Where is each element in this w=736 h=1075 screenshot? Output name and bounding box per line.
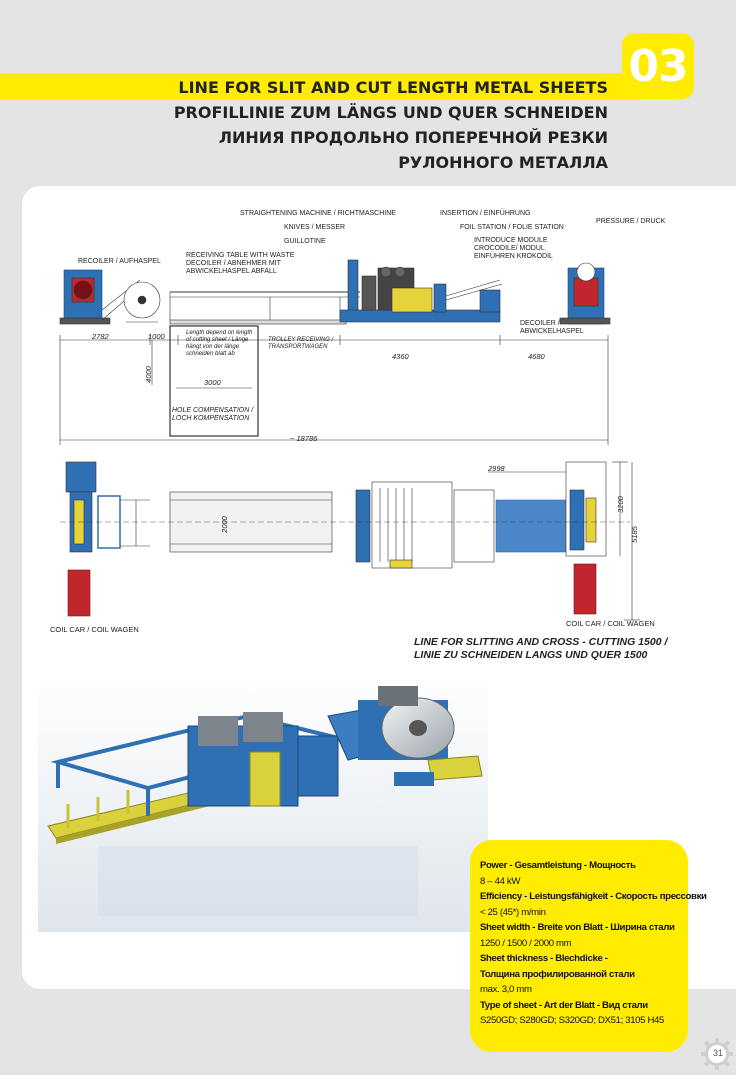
spec-power-value: 8 – 44 kW: [480, 875, 521, 887]
specifications-box: [470, 840, 707, 1052]
label-coil-car-right: COIL CAR / COIL WAGEN: [566, 619, 655, 628]
decoiler-machine-side: [560, 263, 610, 324]
spec-type-value: S250GD; S280GD; S320GD; DX51; 3105 H45: [480, 1015, 665, 1026]
label-receiving-1: RECEIVING TABLE WITH WASTE: [186, 252, 295, 259]
main-cutting-block-side: [340, 260, 502, 322]
dim-4000: 4000: [143, 366, 153, 383]
label-receiving-3: ABWICKELHASPEL ABFALL: [186, 268, 277, 275]
dim-3000: 3000: [204, 378, 221, 387]
label-introduce-3: EINFÜHREN KROKODIL: [474, 253, 553, 260]
label-length-2: of cutting sheet / Länge: [186, 337, 249, 343]
spec-width-label: Sheet width - Breite von Blatt - Ширина стали: [480, 922, 675, 933]
spec-power-label: Power - Gesamtleistung - Мощность: [480, 860, 636, 871]
technical-drawing: [40, 200, 690, 670]
section-number-badge: [622, 33, 694, 99]
title-english: LINE FOR SLIT AND CUT LENGTH METAL SHEETS: [178, 78, 608, 97]
page-number: 31: [712, 1048, 723, 1058]
label-trolley-2: TRANSPORTWAGEN: [268, 344, 328, 350]
dim-4360: 4360: [392, 352, 409, 361]
label-coil-car-left: COIL CAR / COIL WAGEN: [50, 625, 139, 634]
label-recoiler: RECOILER / AUFHASPEL: [78, 258, 161, 265]
spec-thickness-label-2: Толщина профилированной стали: [480, 968, 635, 980]
label-length-1: Length depend on length: [186, 330, 253, 336]
spec-efficiency-value: < 25 (45*) m/min: [480, 906, 546, 918]
title-russian-line-1: ЛИНИЯ ПРОДОЛЬНО ПОПЕРЕЧНОЙ РЕЗКИ: [218, 128, 608, 147]
receiving-table-side: [170, 292, 360, 324]
drawing-caption-line-2: LINIE ZU SCHNEIDEN LANGS UND QUER 1500: [414, 649, 648, 661]
spec-thickness-label-1: Sheet thickness - Blechdicke -: [480, 953, 608, 964]
label-trolley-1: TROLLEY RECEIVING /: [268, 337, 334, 343]
dim-3200: 3200: [615, 496, 625, 513]
label-straightening: STRAIGHTENING MACHINE / RICHTMASCHINE: [240, 210, 396, 217]
label-receiving-2: DECOILER / ABNEHMER MIT: [186, 260, 281, 267]
spec-thickness-value: max. 3,0 mm: [480, 984, 532, 995]
dim-4680: 4680: [528, 352, 545, 361]
spec-width-value: 1250 / 1500 / 2000 mm: [480, 937, 572, 949]
label-hole-1: HOLE COMPENSATION /: [172, 407, 254, 414]
label-insertion: INSERTION / EINFÜHRUNG: [440, 210, 531, 217]
dim-2782: 2782: [92, 332, 109, 341]
label-decoiler-1: DECOILER /: [520, 320, 560, 327]
dim-1000: 1000: [148, 332, 165, 341]
label-pressure: PRESSURE / DRUCK: [596, 218, 666, 225]
label-foil-station: FOIL STATION / FOLIE STATION: [460, 224, 564, 231]
drawing-caption-line-1: LINE FOR SLITTING AND CROSS - CUTTING 1500 /: [414, 636, 668, 648]
cutting-block-top-view: [356, 482, 566, 568]
label-length-4: schneiden blatt ab: [186, 351, 235, 357]
spec-type-label: Type of sheet - Art der Blatt - Вид стали: [480, 999, 648, 1011]
section-number: 03: [628, 40, 688, 92]
label-introduce-2: CROCODILE/ MODUL: [474, 245, 545, 252]
dim-2998: 2998: [488, 464, 505, 473]
drawing-caption: [414, 636, 667, 662]
recoiler-top-view: [66, 462, 150, 552]
label-hole-2: LOCH KOMPENSATION: [172, 415, 250, 422]
coil-car-left: [68, 570, 90, 616]
coil-car-right: [574, 564, 596, 614]
label-decoiler-2: ABWICKELHASPEL: [520, 328, 584, 335]
dim-2000: 2000: [219, 516, 229, 533]
decoiler-top-view: [566, 462, 606, 556]
label-knives: KNIVES / MESSER: [284, 224, 346, 231]
dim-18786: ~ 18786: [290, 434, 318, 443]
title-german: PROFILLINIE ZUM LÄNGS UND QUER SCHNEIDEN: [173, 103, 608, 122]
spec-efficiency-label: Efficiency - Leistungsfähigkeit - Скорость прессовки: [480, 891, 707, 902]
title-russian-line-2: РУЛОННОГО МЕТАЛЛА: [398, 153, 608, 172]
label-guillotine: GUILLOTINE: [284, 238, 326, 245]
label-introduce-1: INTRODUCE MODULE: [474, 237, 548, 244]
machine-3d-render: [38, 676, 488, 932]
recoiler-machine-side: [60, 270, 160, 324]
label-length-3: hängt von der länge: [186, 344, 240, 350]
dim-5185: 5185: [629, 526, 639, 543]
